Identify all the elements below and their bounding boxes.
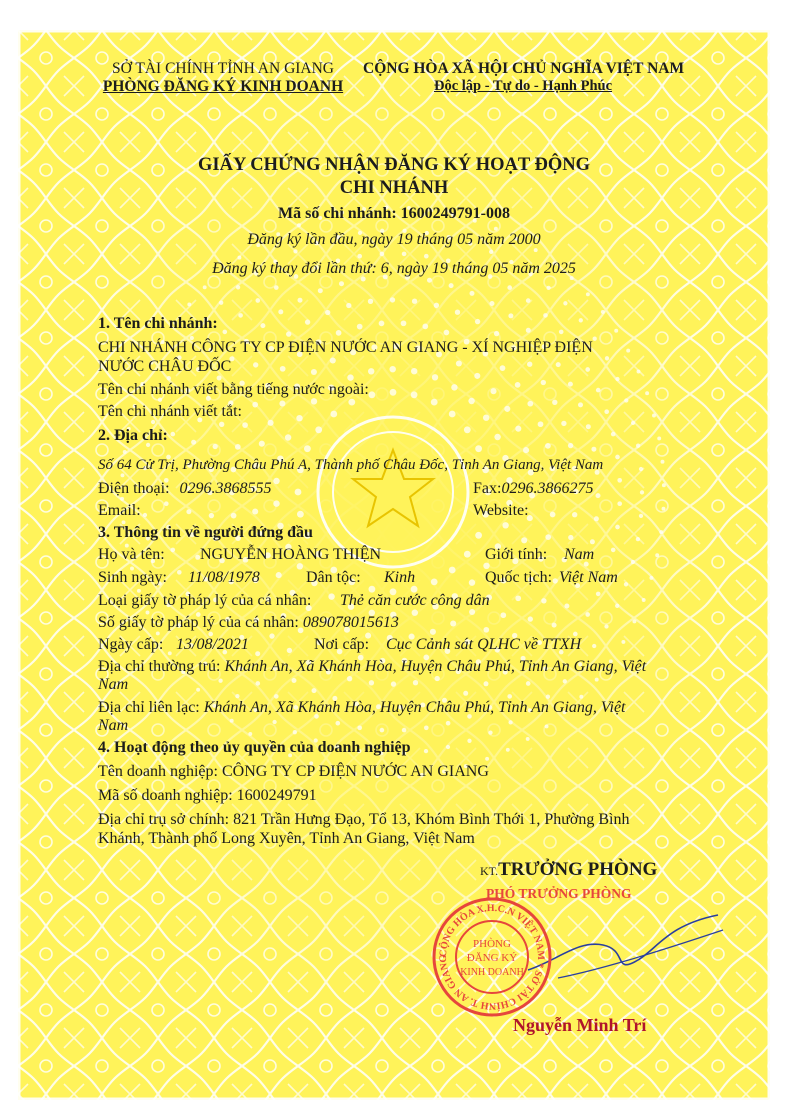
dob-value: 11/08/1978: [188, 569, 260, 586]
section3-heading: 3. Thông tin về người đứng đầu: [98, 524, 313, 541]
head-name-value: NGUYỄN HOÀNG THIỆN: [200, 546, 382, 563]
company-name-label: Tên doanh nghiệp:: [98, 763, 218, 780]
official-seal: [430, 895, 554, 1019]
company-name-value: CÔNG TY CP ĐIỆN NƯỚC AN GIANG: [221, 763, 489, 780]
permanent-address-value: Khánh An, Xã Khánh Hòa, Huyện Châu Phú, Tỉnh An Giang, Việt: [224, 658, 647, 675]
issue-place-label: Nơi cấp:: [314, 636, 370, 653]
hq-address-line2: Khánh, Thành phố Long Xuyên, Tỉnh An Giang, Việt Nam: [98, 830, 475, 847]
header-right: [363, 60, 683, 95]
foreign-name-label: Tên chi nhánh viết bằng tiếng nước ngoài:: [98, 381, 369, 398]
dob-label: Sinh ngày:: [98, 569, 167, 586]
id-number-row: [98, 614, 399, 632]
kt-mark: KT.: [480, 864, 499, 878]
seal-center-2: ĐĂNG KÝ: [466, 952, 518, 964]
ethnic-label: Dân tộc:: [306, 569, 361, 586]
gender-label: Giới tính:: [485, 546, 548, 563]
permanent-address-label: Địa chỉ thường trú:: [98, 658, 221, 675]
phone-value: 0296.3868555: [179, 480, 272, 497]
head-name-label: Họ và tên:: [98, 546, 165, 563]
signature-title: TRƯỞNG PHÒNG: [498, 859, 658, 880]
company-code-value: 1600249791: [236, 787, 317, 804]
issue-place-value: Cục Cảnh sát QLHC về TTXH: [386, 636, 582, 653]
contact-address-label: Địa chỉ liên lạc:: [98, 699, 200, 716]
id-type-value: Thẻ căn cước công dân: [340, 592, 490, 609]
nationality-value: Việt Nam: [559, 569, 618, 586]
seal-ring-text: CỘNG HÒA X.H.C.N VIỆT NAM * SỞ TÀI CHÍNH T. AN GIANG: [437, 902, 547, 1012]
branch-code: Mã số chi nhánh: 1600249791-008: [277, 205, 511, 222]
contact-address-line2: Nam: [98, 717, 129, 734]
contact-address-line1: [98, 699, 626, 717]
phone-row: [98, 480, 272, 498]
country-name: CỘNG HÒA XÃ HỘI CHỦ NGHĨA VIỆT NAM: [363, 60, 685, 77]
issue-date-label: Ngày cấp:: [98, 636, 164, 653]
issue-date-value: 13/08/2021: [176, 636, 249, 653]
signer-name: Nguyễn Minh Trí: [513, 1015, 647, 1035]
department-name: SỞ TÀI CHÍNH TỈNH AN GIANG: [111, 60, 335, 77]
id-type-label: Loại giấy tờ pháp lý của cá nhân:: [98, 592, 312, 609]
signature-title-row: [480, 859, 657, 881]
ethnic-value: Kinh: [384, 569, 416, 586]
phone-label: Điện thoại:: [98, 480, 170, 497]
change-registration: Đăng ký thay đổi lần thứ: 6, ngày 19 tháng 05 năm 2025: [212, 260, 576, 277]
doc-title-line1: GIẤY CHỨNG NHẬN ĐĂNG KÝ HOẠT ĐỘNG: [198, 155, 590, 175]
company-code-label: Mã số doanh nghiệp:: [98, 787, 233, 804]
section2-heading: 2. Địa chỉ:: [98, 427, 168, 444]
fax-row: [473, 480, 593, 498]
motto: Độc lập - Tự do - Hạnh Phúc: [433, 78, 613, 94]
address: Số 64 Cử Trị, Phường Châu Phú A, Thành phố Châu Đốc, Tỉnh An Giang, Việt Nam: [98, 457, 604, 473]
contact-address-value: Khánh An, Xã Khánh Hòa, Huyện Châu Phú, Tỉnh An Giang, Việt: [203, 699, 626, 716]
permanent-address-line2: Nam: [98, 676, 129, 693]
branch-name-line1: CHI NHÁNH CÔNG TY CP ĐIỆN NƯỚC AN GIANG - XÍ NGHIỆP ĐIỆN: [98, 339, 593, 356]
signature-subtitle: PHÓ TRƯỞNG PHÒNG: [486, 886, 632, 901]
gender-value: Nam: [564, 546, 595, 563]
first-registration: Đăng ký lần đầu, ngày 19 tháng 05 năm 2000: [247, 231, 541, 248]
company-name-row: [98, 763, 489, 781]
website-label: Website:: [473, 502, 529, 519]
seal-center-1: PHÒNG: [473, 938, 511, 950]
section4-heading: 4. Hoạt động theo ủy quyền của doanh nghiệp: [98, 739, 411, 756]
section1-heading: 1. Tên chi nhánh:: [98, 315, 218, 332]
hq-address-line1: Địa chỉ trụ sở chính: 821 Trần Hưng Đạo, Tổ 13, Khóm Bình Thới 1, Phường Bình: [98, 811, 630, 828]
id-number-value: 089078015613: [302, 614, 399, 631]
office-name: PHÒNG ĐĂNG KÝ KINH DOANH: [102, 78, 344, 95]
company-code-row: [98, 787, 317, 805]
nationality-label: Quốc tịch:: [485, 569, 553, 586]
header-left: [98, 60, 348, 96]
fax-label: Fax:: [473, 480, 502, 497]
seal-center-3: KINH DOANH: [460, 967, 524, 978]
email-label: Email:: [98, 502, 141, 519]
short-name-label: Tên chi nhánh viết tắt:: [98, 403, 242, 420]
fax-value: 0296.3866275: [501, 480, 594, 497]
certificate-page: [18, 30, 770, 1100]
branch-name-line2: NƯỚC CHÂU ĐỐC: [98, 358, 232, 375]
id-number-label: Số giấy tờ pháp lý của cá nhân:: [98, 614, 299, 631]
permanent-address-line1: [98, 658, 646, 676]
doc-title-line2: CHI NHÁNH: [339, 178, 449, 198]
